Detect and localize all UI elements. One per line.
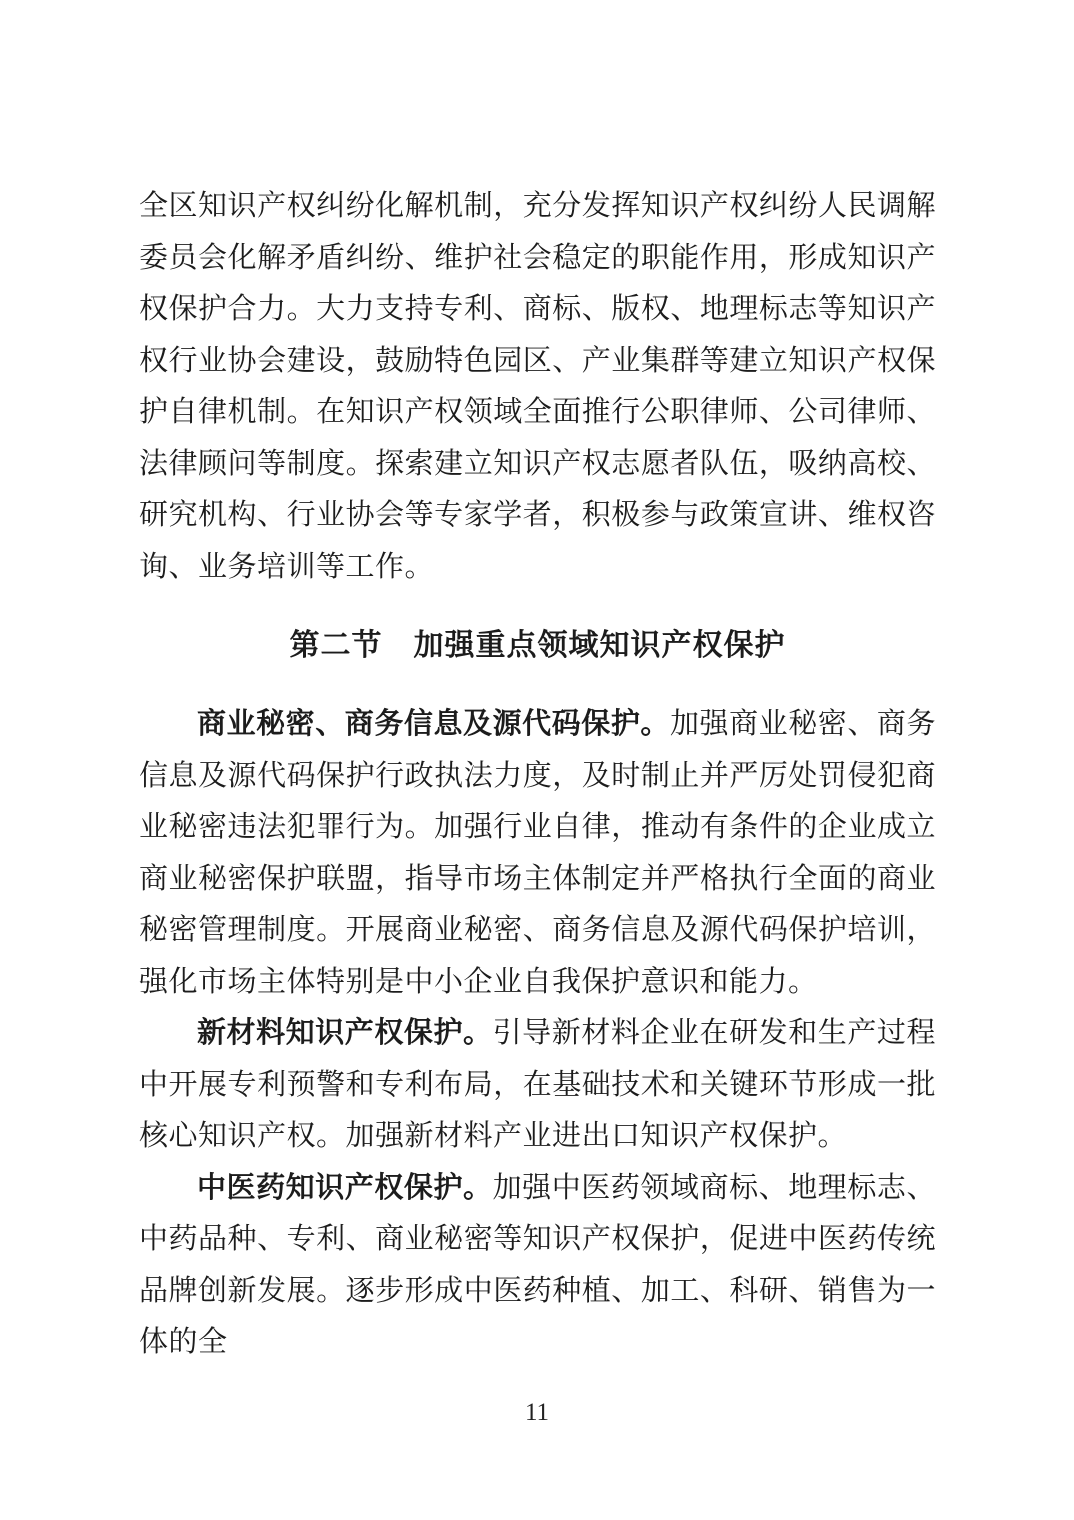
paragraph [139, 1008, 936, 1163]
page-content [139, 181, 936, 1369]
paragraph-lead: 中医药知识产权保护。 [197, 1171, 493, 1204]
page-number: 11 [524, 1399, 550, 1426]
paragraph-text: 引导新材料企业在研发和生产过程中开展专利预警和专利布局，在基础技术和关键环节形成一批核心知识产权。加强新材料产业进出口知识产权保护。 [139, 1017, 936, 1152]
continuation-paragraph: 全区知识产权纠纷化解机制，充分发挥知识产权纠纷人民调解委员会化解矛盾纠纷、维护社会稳定的职能作用，形成知识产权保护合力。大力支持专利、商标、版权、地理标志等知识产权行业协会建设，鼓励特色园区、产业集群等建立知识产权保护自律机制。在知识产权领域全面推行公职律师、公司律师、法律顾问等制度。探索建立知识产权志愿者队伍，吸纳高校、研究机构、行业协会等专家学者，积极参与政策宣讲、维权咨询、业务培训等工作。 [139, 190, 936, 583]
paragraph [139, 1163, 936, 1369]
paragraph-text: 加强商业秘密、商务信息及源代码保护行政执法力度，及时制止并严厉处罚侵犯商业秘密违法犯罪行为。加强行业自律，推动有条件的企业成立商业秘密保护联盟，指导市场主体制定并严格执行全面的商业秘密管理制度。开展商业秘密、商务信息及源代码保护培训，强化市场主体特别是中小企业自我保护意识和能力。 [139, 708, 936, 998]
paragraph-lead: 新材料知识产权保护。 [197, 1017, 493, 1049]
paragraph-text: 加强中医药领域商标、地理标志、中药品种、专利、商业秘密等知识产权保护，促进中医药传统品牌创新发展。逐步形成中医药种植、加工、科研、销售为一体的全 [139, 1171, 936, 1358]
paragraph-lead: 商业秘密、商务信息及源代码保护。 [197, 708, 670, 740]
paragraph [139, 699, 936, 1008]
section-heading: 第二节 加强重点领域知识产权保护 [289, 629, 786, 662]
